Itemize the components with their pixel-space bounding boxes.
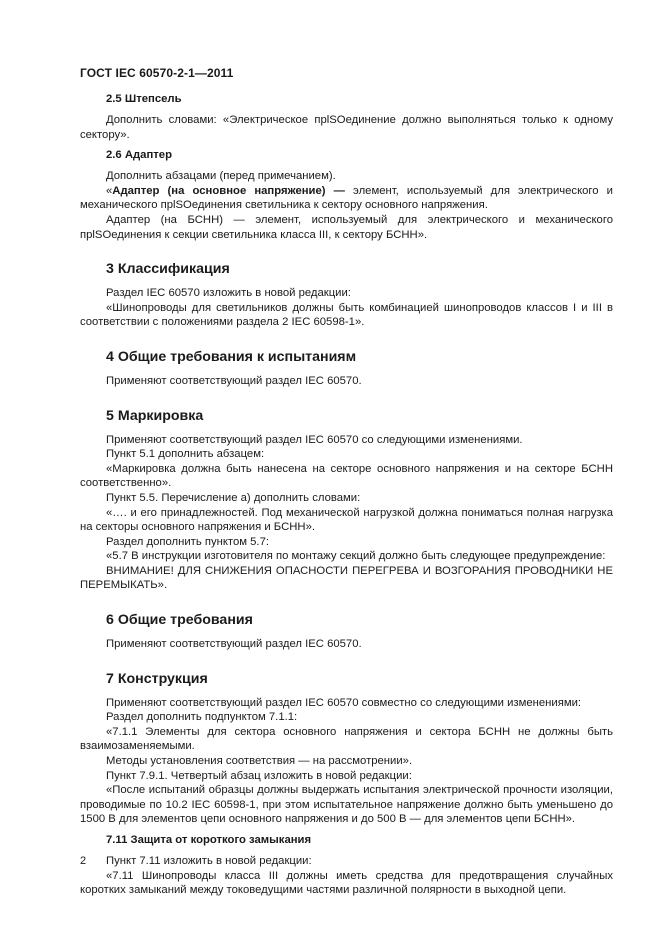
section-5-paragraph-2: Пункт 5.1 дополнить абзацем:	[106, 448, 265, 461]
section-3-title: 3 Классификация	[106, 261, 230, 278]
page-number: 2	[80, 855, 87, 867]
section-5-paragraph-1: Применяют соответствующий раздел IEC 60570 со следующими изменениями.	[106, 433, 523, 446]
subsection-7-11-paragraph-2: «7.11 Шинопроводы класса III должны иметь средства для предотвращения случайных коротких замыканий между токоведущими частями различной полярности в выходной цепи.	[80, 869, 613, 897]
quote-open: «	[106, 184, 113, 197]
section-4-paragraph-1: Применяют соответствующий раздел IEC 60570.	[106, 374, 362, 387]
section-7-paragraph-1: Применяют соответствующий раздел IEC 60570 совместно со следующими изменениями:	[106, 696, 582, 709]
section-6-title: 6 Общие требования	[106, 612, 253, 629]
section-7-paragraph-2: Раздел дополнить подпунктом 7.1.1:	[106, 711, 298, 724]
subsection-2-6-title: 2.6 Адаптер	[106, 149, 172, 162]
section-5-paragraph-5: «…. и его принадлежностей. Под механической нагрузкой должна пониматься полная нагрузка на секторы основного напряжения и БСНН».	[80, 506, 613, 534]
section-5-paragraph-3: «Маркировка должна быть нанесена на секторе основного напряжения и на секторе БСНН соответственно».	[80, 462, 613, 490]
section-7-paragraph-6: «После испытаний образцы должны выдержать испытания электрической прочности изоляции, проводимые по 10.2 IEC 60598-1, при этом испытательное напряжение должно быть уменьшено до 1500 В для элементов цепи основного напряжения и до 500 В — для элементов цепи БСНН».	[80, 784, 613, 826]
document-header: ГОСТ IEC 60570-2-1—2011	[80, 66, 234, 80]
section-3-paragraph-1: Раздел IEC 60570 изложить в новой редакции:	[106, 287, 351, 300]
term-adapter-main: Адаптер (на основное напряжение) —	[112, 184, 345, 197]
section-5-paragraph-6: Раздел дополнить пунктом 5.7:	[106, 535, 269, 548]
section-7-paragraph-4: Методы установления соответствия — на рассмотрении».	[106, 755, 413, 768]
section-4-title: 4 Общие требования к испытаниям	[106, 348, 357, 365]
section-5-paragraph-7: «5.7 В инструкции изготовителя по монтажу секций должно быть следующее предупреждение:	[106, 550, 606, 563]
subsection-2-6-paragraph-3: Адаптер (на БСНН) — элемент, используемый для электрического и механического прlSОединения к секции светильника класса III, к сектору БСНН».	[80, 213, 613, 241]
subsection-2-5-paragraph: Дополнить словами: «Электрическое прlSОединение должно выполняться только к одному сектору».	[80, 114, 613, 141]
subsection-7-11-title: 7.11 Защита от короткого замыкания	[106, 834, 312, 846]
subsection-7-11-paragraph-1: Пункт 7.11 изложить в новой редакции:	[106, 855, 312, 867]
section-7-title: 7 Конструкция	[106, 670, 208, 687]
subsection-2-5-title: 2.5 Штепсель	[106, 93, 182, 105]
section-7-paragraph-3: «7.1.1 Элементы для сектора основного напряжения и сектора БСНН не должны быть взаимозаменяемыми.	[80, 725, 613, 753]
subsection-2-6-paragraph-1: Дополнить абзацами (перед примечанием).	[106, 170, 336, 183]
section-6-paragraph-1: Применяют соответствующий раздел IEC 60570.	[106, 638, 362, 651]
section-5-paragraph-4: Пункт 5.5. Перечисление а) дополнить словами:	[106, 491, 361, 504]
section-5-title: 5 Маркировка	[106, 407, 204, 424]
section-3-paragraph-2: «Шинопроводы для светильников должны быть комбинацией шинопроводов классов I и III в соответствии с положениями раздела 2 IEC 60598-1».	[80, 301, 613, 329]
subsection-2-6-paragraph-2	[80, 184, 613, 213]
section-7-paragraph-5: Пункт 7.9.1. Четвертый абзац изложить в новой редакции:	[106, 769, 412, 782]
term-adapter-main-definition: элемент, используемый для электрического и механического прlSОединения светильника к сектору основного напряжения.	[80, 184, 613, 212]
document-body	[80, 92, 613, 898]
section-5-warning: ВНИМАНИЕ! ДЛЯ СНИЖЕНИЯ ОПАСНОСТИ ПЕРЕГРЕВА И ВОЗГОРАНИЯ ПРОВОДНИКИ НЕ ПЕРЕМЫКАТЬ».	[80, 564, 613, 592]
